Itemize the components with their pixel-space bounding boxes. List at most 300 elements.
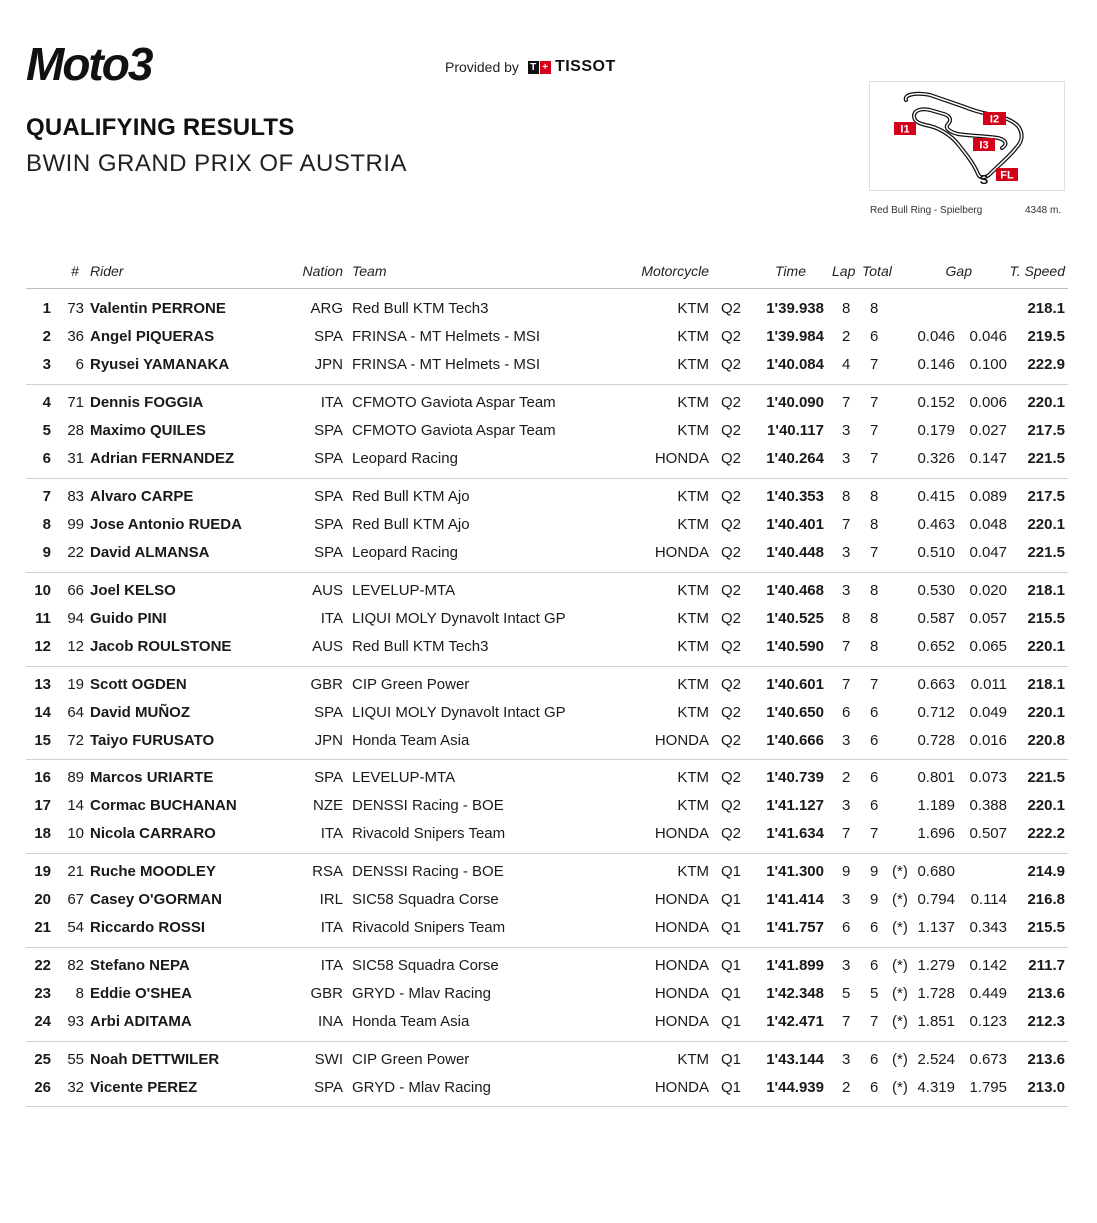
rider-name: Casey O'GORMAN xyxy=(90,890,222,908)
tissot-badge-icon: T + xyxy=(528,61,552,74)
team-name: SIC58 Squadra Corse xyxy=(352,957,499,974)
total-laps: 7 xyxy=(870,355,879,373)
svg-text:I2: I2 xyxy=(989,113,1000,126)
nation: ITA xyxy=(320,609,343,627)
session: Q2 xyxy=(721,676,742,693)
total-laps: 6 xyxy=(870,327,879,345)
lap-time: 1'40.448 xyxy=(766,543,824,561)
position: 14 xyxy=(34,703,51,721)
nation: SPA xyxy=(314,515,343,533)
rider-name: Arbi ADITAMA xyxy=(90,1012,192,1030)
top-speed: 222.9 xyxy=(1027,355,1065,373)
position: 12 xyxy=(34,637,51,655)
gap-previous: 0.114 xyxy=(970,890,1007,908)
session: Q2 xyxy=(721,582,742,599)
top-speed: 218.1 xyxy=(1027,300,1065,317)
note-marker: (*) xyxy=(892,863,908,880)
rider-name: Ryusei YAMANAKA xyxy=(90,355,230,373)
team-name: CFMOTO Gaviota Aspar Team xyxy=(352,421,556,439)
rider-name: Taiyo FURUSATO xyxy=(90,731,215,749)
table-row xyxy=(0,823,1097,845)
gap-first: 0.801 xyxy=(917,769,955,786)
lap-time: 1'40.525 xyxy=(766,609,824,627)
table-row xyxy=(0,702,1097,724)
total-laps: 6 xyxy=(870,1078,879,1096)
top-speed: 215.5 xyxy=(1027,918,1065,936)
position: 5 xyxy=(42,421,51,439)
tissot-name: TISSOT xyxy=(554,58,616,75)
nation: IRL xyxy=(319,890,343,908)
position: 9 xyxy=(42,543,51,561)
gap-first: 1.696 xyxy=(917,824,955,842)
lap-time: 1'41.899 xyxy=(766,957,824,974)
motorcycle: KTM xyxy=(677,394,709,411)
rider-number: 99 xyxy=(67,515,84,533)
total-laps: 6 xyxy=(870,703,879,721)
table-row xyxy=(0,917,1097,939)
best-lap: 3 xyxy=(842,543,851,561)
gap-first: 0.415 xyxy=(917,488,955,505)
total-laps: 7 xyxy=(870,449,879,467)
rider-name: Nicola CARRARO xyxy=(90,824,216,842)
gap-first: 0.046 xyxy=(917,327,955,345)
nation: ITA xyxy=(320,957,343,974)
rider-name: Noah DETTWILER xyxy=(90,1051,220,1068)
rider-number: 54 xyxy=(67,918,84,936)
group-divider xyxy=(26,666,1068,667)
motorcycle: HONDA xyxy=(654,918,709,936)
col-num: # xyxy=(71,263,79,279)
best-lap: 8 xyxy=(842,609,851,627)
session: Q1 xyxy=(721,918,742,936)
rider-name: Cormac BUCHANAN xyxy=(90,796,237,814)
team-name: LIQUI MOLY Dynavolt Intact GP xyxy=(352,703,566,721)
rider-number: 72 xyxy=(67,731,84,749)
team-name: LEVELUP-MTA xyxy=(352,769,456,786)
rider-number: 28 xyxy=(67,421,84,439)
team-name: LIQUI MOLY Dynavolt Intact GP xyxy=(352,609,566,627)
total-laps: 7 xyxy=(870,1012,879,1030)
lap-time: 1'40.666 xyxy=(766,731,824,749)
team-name: Honda Team Asia xyxy=(352,731,470,749)
gap-first: 0.794 xyxy=(917,890,955,908)
position: 3 xyxy=(42,355,51,373)
team-name: Red Bull KTM Tech3 xyxy=(352,637,489,655)
session: Q1 xyxy=(721,890,742,908)
session: Q2 xyxy=(721,327,742,345)
table-row xyxy=(0,580,1097,602)
position: 13 xyxy=(34,676,51,693)
best-lap: 7 xyxy=(842,637,851,655)
motorcycle: HONDA xyxy=(654,890,709,908)
rider-number: 10 xyxy=(67,824,84,842)
lap-time: 1'40.264 xyxy=(766,449,824,467)
nation: ARG xyxy=(310,300,343,317)
col-time: Time xyxy=(775,263,806,279)
table-row xyxy=(0,420,1097,442)
nation: SPA xyxy=(314,543,343,561)
group-divider xyxy=(26,1041,1068,1042)
top-speed: 213.6 xyxy=(1027,984,1065,1002)
gap-previous: 0.100 xyxy=(969,355,1007,373)
session: Q2 xyxy=(721,394,742,411)
team-name: CIP Green Power xyxy=(352,1051,470,1068)
rider-number: 94 xyxy=(67,609,84,627)
total-laps: 6 xyxy=(870,769,879,786)
table-row xyxy=(0,636,1097,658)
total-laps: 8 xyxy=(870,582,879,599)
table-row xyxy=(0,983,1097,1005)
position: 26 xyxy=(34,1078,51,1096)
svg-text:I1: I1 xyxy=(900,123,910,136)
session: Q2 xyxy=(721,421,742,439)
group-divider xyxy=(26,853,1068,854)
top-speed: 220.1 xyxy=(1027,796,1065,814)
track-name: Red Bull Ring - Spielberg xyxy=(870,205,983,216)
lap-time: 1'40.601 xyxy=(766,676,824,693)
gap-first: 4.319 xyxy=(917,1078,955,1096)
nation: GBR xyxy=(310,676,343,693)
top-speed: 211.7 xyxy=(1028,957,1065,974)
team-name: Red Bull KTM Ajo xyxy=(352,515,470,533)
total-laps: 8 xyxy=(870,609,879,627)
rider-number: 89 xyxy=(67,769,84,786)
total-laps: 9 xyxy=(870,863,879,880)
total-laps: 7 xyxy=(870,824,879,842)
session: Q2 xyxy=(721,300,742,317)
rider-number: 66 xyxy=(67,582,84,599)
motorcycle: KTM xyxy=(677,609,709,627)
rider-number: 32 xyxy=(67,1078,84,1096)
motorcycle: KTM xyxy=(677,1051,709,1068)
table-row xyxy=(0,298,1097,320)
rider-number: 82 xyxy=(67,957,84,974)
gap-first: 0.463 xyxy=(917,515,955,533)
total-laps: 6 xyxy=(870,1051,879,1068)
table-row xyxy=(0,674,1097,696)
position: 18 xyxy=(34,824,51,842)
rider-number: 73 xyxy=(67,300,84,317)
gap-first: 0.530 xyxy=(917,582,955,599)
top-speed: 220.1 xyxy=(1027,703,1065,721)
group-divider xyxy=(26,947,1068,948)
motorcycle: KTM xyxy=(677,421,709,439)
lap-time: 1'39.984 xyxy=(766,327,824,345)
session: Q2 xyxy=(721,515,742,533)
team-name: Honda Team Asia xyxy=(352,1012,470,1030)
nation: JPN xyxy=(314,355,343,373)
best-lap: 7 xyxy=(842,394,851,411)
rider-name: Angel PIQUERAS xyxy=(90,327,215,345)
session: Q1 xyxy=(721,863,742,880)
svg-text:I3: I3 xyxy=(979,139,989,152)
motorcycle: HONDA xyxy=(654,984,709,1002)
lap-time: 1'40.468 xyxy=(766,582,824,599)
session: Q2 xyxy=(721,731,742,749)
table-row xyxy=(0,542,1097,564)
best-lap: 3 xyxy=(842,449,851,467)
session: Q1 xyxy=(721,1078,742,1096)
team-name: Rivacold Snipers Team xyxy=(352,824,506,842)
gap-first: 0.712 xyxy=(917,703,955,721)
top-speed: 216.8 xyxy=(1027,890,1065,908)
gap-first: 1.279 xyxy=(917,957,955,974)
page-title: QUALIFYING RESULTS xyxy=(26,114,295,141)
total-laps: 6 xyxy=(870,957,879,974)
rider-name: Eddie O'SHEA xyxy=(90,984,192,1002)
lap-time: 1'40.090 xyxy=(766,394,824,411)
table-row xyxy=(0,889,1097,911)
table-row xyxy=(0,1077,1097,1099)
gap-previous: 0.020 xyxy=(969,582,1007,599)
total-laps: 8 xyxy=(870,300,879,317)
total-laps: 6 xyxy=(870,918,879,936)
position: 7 xyxy=(42,488,51,505)
gap-previous: 0.048 xyxy=(969,515,1007,533)
gap-previous: 0.065 xyxy=(969,637,1007,655)
rider-name: Maximo QUILES xyxy=(90,421,206,439)
best-lap: 3 xyxy=(842,1051,851,1068)
nation: SPA xyxy=(314,1078,343,1096)
top-speed: 213.0 xyxy=(1027,1078,1065,1096)
gap-previous: 0.507 xyxy=(969,824,1007,842)
gap-first: 1.728 xyxy=(917,984,955,1002)
rider-name: Jacob ROULSTONE xyxy=(90,637,232,655)
position: 10 xyxy=(34,582,51,599)
lap-time: 1'40.739 xyxy=(766,769,824,786)
top-speed: 218.1 xyxy=(1027,582,1065,599)
total-laps: 6 xyxy=(870,796,879,814)
position: 16 xyxy=(34,769,51,786)
gap-previous: 0.027 xyxy=(969,421,1007,439)
nation: AUS xyxy=(312,637,343,655)
gap-first: 0.510 xyxy=(917,543,955,561)
nation: SPA xyxy=(314,703,343,721)
top-speed: 222.2 xyxy=(1027,824,1065,842)
team-name: Rivacold Snipers Team xyxy=(352,918,506,936)
team-name: LEVELUP-MTA xyxy=(352,582,456,599)
rider-name: Dennis FOGGIA xyxy=(90,394,204,411)
session: Q2 xyxy=(721,355,742,373)
gap-previous: 0.388 xyxy=(969,796,1007,814)
position: 11 xyxy=(35,609,51,627)
col-lap: Lap xyxy=(832,263,856,279)
position: 15 xyxy=(34,731,51,749)
rider-name: Ruche MOODLEY xyxy=(90,863,216,880)
lap-time: 1'41.634 xyxy=(766,824,824,842)
col-total: Total xyxy=(862,263,892,279)
lap-time: 1'40.117 xyxy=(767,421,824,439)
total-laps: 7 xyxy=(870,421,879,439)
lap-time: 1'41.757 xyxy=(766,918,824,936)
session: Q2 xyxy=(721,543,742,561)
top-speed: 220.1 xyxy=(1027,637,1065,655)
gap-previous: 0.073 xyxy=(969,769,1007,786)
best-lap: 6 xyxy=(842,918,851,936)
rider-name: David MUÑOZ xyxy=(90,703,191,721)
best-lap: 3 xyxy=(842,731,851,749)
col-gap: Gap xyxy=(945,263,972,279)
note-marker: (*) xyxy=(892,984,908,1002)
nation: INA xyxy=(317,1012,343,1030)
top-speed: 220.1 xyxy=(1027,394,1065,411)
col-speed: T. Speed xyxy=(1009,263,1065,279)
rider-number: 83 xyxy=(67,488,84,505)
table-row xyxy=(0,486,1097,508)
rider-number: 36 xyxy=(67,327,84,345)
gap-first: 0.680 xyxy=(917,863,955,880)
gap-previous: 1.795 xyxy=(969,1078,1007,1096)
nation: NZE xyxy=(313,796,343,814)
team-name: Red Bull KTM Tech3 xyxy=(352,300,489,317)
lap-time: 1'44.939 xyxy=(766,1078,824,1096)
session: Q1 xyxy=(721,957,742,974)
best-lap: 2 xyxy=(842,327,851,345)
team-name: GRYD - Mlav Racing xyxy=(352,1078,491,1096)
gap-previous: 0.047 xyxy=(969,543,1007,561)
gap-previous: 0.049 xyxy=(969,703,1007,721)
group-divider xyxy=(26,384,1068,385)
event-name: BWIN GRAND PRIX OF AUSTRIA xyxy=(26,150,408,177)
lap-time: 1'40.590 xyxy=(766,637,824,655)
top-speed: 218.1 xyxy=(1027,676,1065,693)
nation: RSA xyxy=(312,863,343,880)
table-row xyxy=(0,955,1097,977)
note-marker: (*) xyxy=(892,918,908,936)
rider-name: Joel KELSO xyxy=(90,582,176,599)
motorcycle: KTM xyxy=(677,327,709,345)
lap-time: 1'42.471 xyxy=(766,1012,824,1030)
rider-name: David ALMANSA xyxy=(90,543,210,561)
position: 2 xyxy=(42,327,51,345)
gap-previous: 0.147 xyxy=(969,449,1007,467)
motorcycle: HONDA xyxy=(654,1078,709,1096)
position: 21 xyxy=(34,918,51,936)
nation: SPA xyxy=(314,327,343,345)
motorcycle: KTM xyxy=(677,796,709,814)
rider-number: 93 xyxy=(67,1012,84,1030)
moto3-logo-text: Moto3 xyxy=(26,42,152,86)
gap-previous: 0.343 xyxy=(969,918,1007,936)
note-marker: (*) xyxy=(892,1012,908,1030)
best-lap: 8 xyxy=(842,488,851,505)
best-lap: 7 xyxy=(842,1012,851,1030)
gap-first: 0.146 xyxy=(917,355,955,373)
nation: SPA xyxy=(314,769,343,786)
team-name: FRINSA - MT Helmets - MSI xyxy=(352,327,541,345)
best-lap: 7 xyxy=(842,515,851,533)
total-laps: 8 xyxy=(870,488,879,505)
top-speed: 219.5 xyxy=(1027,327,1065,345)
gap-first: 2.524 xyxy=(917,1051,955,1068)
note-marker: (*) xyxy=(892,890,908,908)
position: 22 xyxy=(34,957,51,974)
top-speed: 215.5 xyxy=(1027,609,1065,627)
rider-number: 71 xyxy=(67,394,84,411)
nation: SPA xyxy=(314,421,343,439)
team-name: DENSSI Racing - BOE xyxy=(352,796,504,814)
session: Q2 xyxy=(721,637,742,655)
position: 8 xyxy=(42,515,51,533)
gap-previous: 0.057 xyxy=(969,609,1007,627)
svg-text:FL: FL xyxy=(1000,169,1014,182)
total-laps: 7 xyxy=(870,394,879,411)
team-name: CFMOTO Gaviota Aspar Team xyxy=(352,394,556,411)
nation: SPA xyxy=(314,488,343,505)
motorcycle: KTM xyxy=(677,488,709,505)
session: Q2 xyxy=(721,824,742,842)
best-lap: 9 xyxy=(842,863,851,880)
rider-number: 55 xyxy=(67,1051,84,1068)
top-speed: 214.9 xyxy=(1027,863,1065,880)
top-speed: 221.5 xyxy=(1027,769,1065,786)
top-speed: 213.6 xyxy=(1027,1051,1065,1068)
best-lap: 2 xyxy=(842,1078,851,1096)
gap-previous: 0.011 xyxy=(970,676,1007,693)
best-lap: 6 xyxy=(842,703,851,721)
col-team: Team xyxy=(352,263,387,279)
position: 23 xyxy=(34,984,51,1002)
team-name: SIC58 Squadra Corse xyxy=(352,890,499,908)
best-lap: 3 xyxy=(842,796,851,814)
team-name: Leopard Racing xyxy=(352,449,458,467)
team-name: DENSSI Racing - BOE xyxy=(352,863,504,880)
session: Q2 xyxy=(721,488,742,505)
best-lap: 3 xyxy=(842,890,851,908)
group-divider xyxy=(26,1106,1068,1107)
rider-name: Riccardo ROSSI xyxy=(90,918,206,936)
gap-first: 1.189 xyxy=(917,796,955,814)
top-speed: 221.5 xyxy=(1027,543,1065,561)
gap-previous: 0.089 xyxy=(969,488,1007,505)
top-speed: 220.1 xyxy=(1027,515,1065,533)
total-laps: 7 xyxy=(870,676,879,693)
gap-previous: 0.006 xyxy=(969,394,1007,411)
rider-number: 14 xyxy=(67,796,84,814)
gap-first: 1.851 xyxy=(917,1012,955,1030)
position: 6 xyxy=(42,449,51,467)
col-motorcycle: Motorcycle xyxy=(641,263,709,279)
lap-time: 1'41.414 xyxy=(766,890,824,908)
gap-first: 0.179 xyxy=(917,421,955,439)
gap-previous: 0.046 xyxy=(969,327,1007,345)
session: Q1 xyxy=(721,1051,742,1068)
rider-name: Jose Antonio RUEDA xyxy=(90,515,242,533)
rider-number: 67 xyxy=(67,890,84,908)
lap-time: 1'41.300 xyxy=(766,863,824,880)
session: Q2 xyxy=(721,796,742,814)
gap-first: 0.663 xyxy=(917,676,955,693)
nation: SPA xyxy=(314,449,343,467)
position: 1 xyxy=(42,300,51,317)
rider-number: 64 xyxy=(67,703,84,721)
best-lap: 3 xyxy=(842,582,851,599)
gap-first: 1.137 xyxy=(917,918,955,936)
team-name: Leopard Racing xyxy=(352,543,458,561)
motorcycle: KTM xyxy=(677,676,709,693)
group-divider xyxy=(26,572,1068,573)
gap-first: 0.728 xyxy=(917,731,955,749)
provided-by-label: Provided by xyxy=(445,59,519,75)
gap-previous: 0.123 xyxy=(969,1012,1007,1030)
lap-time: 1'39.938 xyxy=(766,300,824,317)
note-marker: (*) xyxy=(892,957,908,974)
table-row xyxy=(0,608,1097,630)
table-row xyxy=(0,1011,1097,1033)
team-name: CIP Green Power xyxy=(352,676,470,693)
position: 4 xyxy=(42,394,51,411)
motorcycle: KTM xyxy=(677,703,709,721)
